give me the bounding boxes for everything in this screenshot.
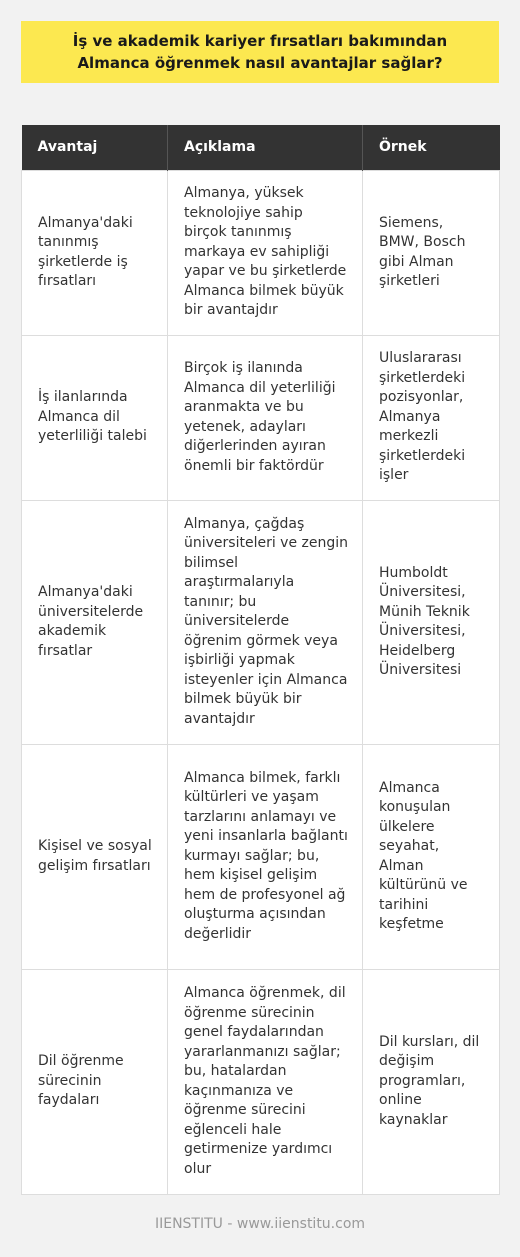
cell-example: Dil kursları, dil değişim programları, online kaynaklar — [363, 969, 500, 1194]
title-banner — [21, 21, 499, 83]
cell-description: Almanca öğrenmek, dil öğrenme sürecinin genel faydalarından yararlanmanızı sağlar; bu, hatalardan kaçınmanıza ve öğrenme sürecini eğlenceli hale getirmenize yardımcı olur — [168, 969, 363, 1194]
cell-advantage: Almanya'daki üniversitelerde akademik fırsatlar — [22, 500, 168, 744]
table-row — [22, 500, 500, 744]
header-aciklama: Açıklama — [168, 125, 363, 170]
cell-example: Uluslararası şirketlerdeki pozisyonlar, Almanya merkezli şirketlerdeki işler — [363, 335, 500, 500]
cell-description: Birçok iş ilanında Almanca dil yeterliliği aranmakta ve bu yetenek, adayları diğerlerinden ayıran önemli bir faktördür — [168, 335, 363, 500]
header-ornek: Örnek — [363, 125, 500, 170]
page-title: İş ve akademik kariyer fırsatları bakımından Almanca öğrenmek nasıl avantajlar sağlar? — [72, 32, 448, 72]
table-row — [22, 969, 500, 1194]
cell-advantage: Almanya'daki tanınmış şirketlerde iş fırsatları — [22, 170, 168, 335]
cell-advantage: Kişisel ve sosyal gelişim fırsatları — [22, 744, 168, 969]
cell-advantage: İş ilanlarında Almanca dil yeterliliği talebi — [22, 335, 168, 500]
cell-description: Almanca bilmek, farklı kültürleri ve yaşam tarzlarını anlamayı ve yeni insanlarla bağlantı kurmayı sağlar; bu, hem kişisel gelişim hem de profesyonel ağ oluşturma açısından değerlidir — [168, 744, 363, 969]
cell-description: Almanya, yüksek teknolojiye sahip birçok tanınmış markaya ev sahipliği yapar ve bu şirketlerde Almanca bilmek büyük bir avantajdır — [168, 170, 363, 335]
table-row — [22, 744, 500, 969]
advantages-table — [21, 125, 500, 1195]
cell-description: Almanya, çağdaş üniversiteleri ve zengin bilimsel araştırmalarıyla tanınır; bu üniversitelerde öğrenim görmek veya işbirliği yapmak isteyenler için Almanca bilmek büyük bir avantajdır — [168, 500, 363, 744]
cell-example: Humboldt Üniversitesi, Münih Teknik Üniversitesi, Heidelberg Üniversitesi — [363, 500, 500, 744]
cell-example: Almanca konuşulan ülkelere seyahat, Alman kültürünü ve tarihini keşfetme — [363, 744, 500, 969]
table-row — [22, 170, 500, 335]
cell-advantage: Dil öğrenme sürecinin faydaları — [22, 969, 168, 1194]
table-row — [22, 335, 500, 500]
footer-credit: IIENSTITU - www.iienstitu.com — [154, 1216, 366, 1232]
header-avantaj: Avantaj — [22, 125, 168, 170]
cell-example: Siemens, BMW, Bosch gibi Alman şirketleri — [363, 170, 500, 335]
table-header-row — [22, 125, 500, 170]
